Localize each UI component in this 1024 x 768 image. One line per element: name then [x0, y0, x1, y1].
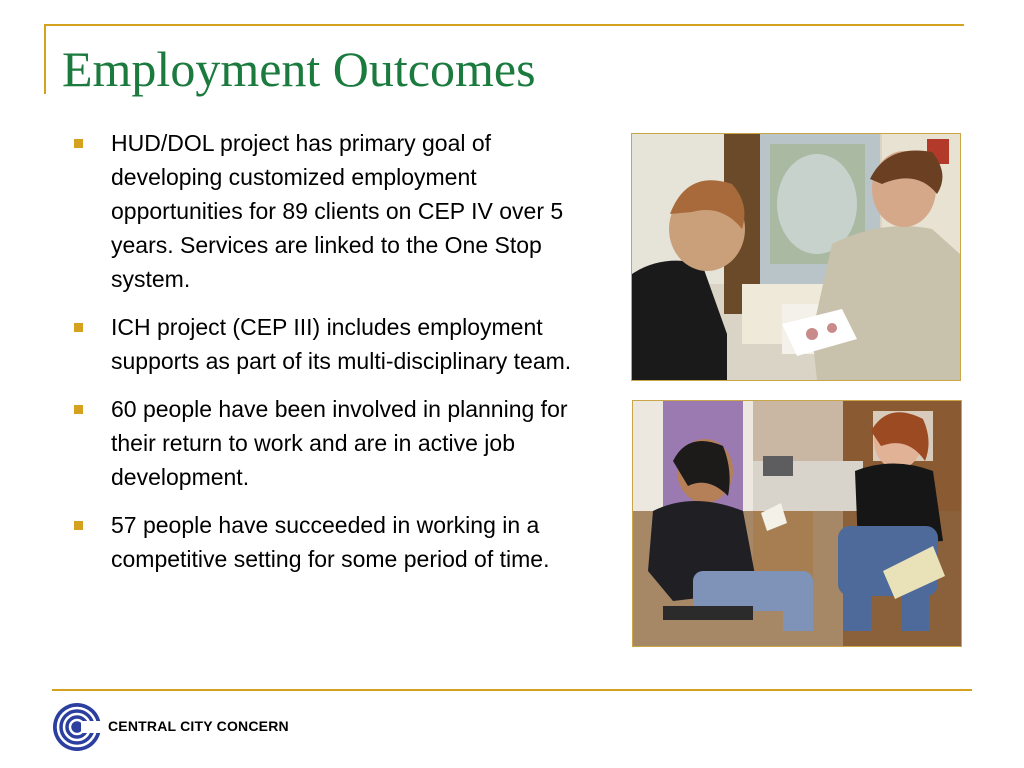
bullet-text: 60 people have been involved in planning for their return to work and are in active job development. [111, 396, 568, 490]
bullet-text: 57 people have succeeded in working in a competitive setting for some period of time. [111, 512, 550, 572]
bullet-text: ICH project (CEP III) includes employment supports as part of its multi-disciplinary team. [111, 314, 572, 374]
square-bullet-icon [74, 139, 83, 148]
square-bullet-icon [74, 521, 83, 530]
square-bullet-icon [74, 323, 83, 332]
bullet-item [74, 126, 574, 296]
slide-title: Employment Outcomes [62, 41, 536, 97]
footer-organization-name: CENTRAL CITY CONCERN [108, 718, 289, 734]
header-rule [44, 24, 964, 26]
bullet-item [74, 310, 574, 378]
bullet-item [74, 392, 574, 494]
photo-planning-meeting [632, 400, 962, 647]
header-left-rule [44, 24, 46, 94]
bullet-text: HUD/DOL project has primary goal of developing customized employment opportunities for 89 clients on CEP IV over 5 years. Services are linked to the One Stop system. [111, 130, 564, 292]
photo-counseling-session [631, 133, 961, 381]
bullet-item [74, 508, 574, 576]
central-city-concern-logo-icon [50, 702, 104, 752]
bullet-list [74, 126, 574, 590]
square-bullet-icon [74, 405, 83, 414]
footer-rule [52, 689, 972, 691]
